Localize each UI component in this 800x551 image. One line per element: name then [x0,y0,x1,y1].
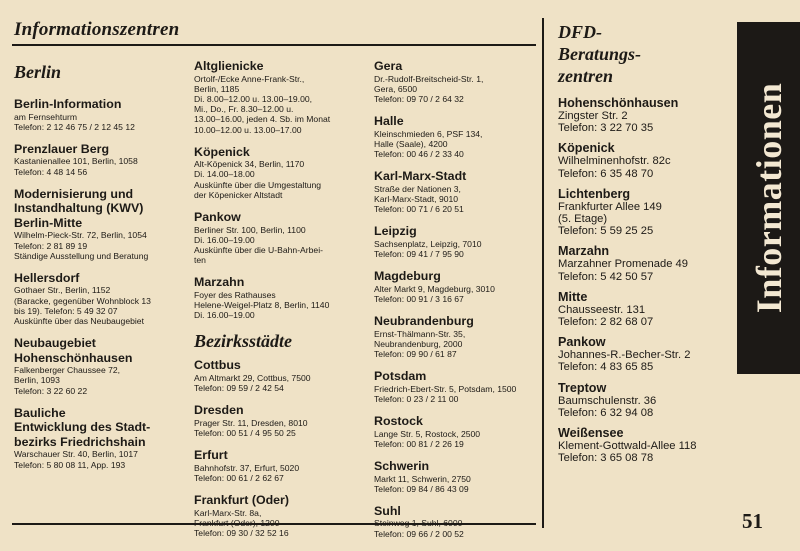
entry-detail: Telefon: 09 30 / 32 52 16 [194,528,289,539]
list-item [194,493,362,538]
entry-detail: Warschauer Str. 40, Berlin, 1017 [14,449,138,460]
list-item [558,381,734,419]
column-berlin [14,61,186,480]
bezirksstaedte-list-a [194,358,362,538]
entry-detail: Dr.-Rudolf-Breitscheid-Str. 1, [374,73,484,84]
list-item [558,426,734,464]
entry-detail: Lange Str. 5, Rostock, 2500 [374,428,481,439]
list-item [558,244,734,282]
entry-name: Suhl [374,503,401,518]
list-item [374,459,544,494]
list-item [194,275,362,320]
entry-detail: Prager Str. 11, Dresden, 8010 [194,417,308,428]
list-item [558,96,734,134]
side-tab [737,22,800,374]
entry-name: Frankfurt (Oder) [194,493,289,508]
entry-detail: Frankfurter Allee 149 [558,200,662,213]
entry-name: Hohenschönhausen [558,96,679,110]
berlin-list-continued [194,59,362,320]
entry-detail: Telefon: 00 51 / 4 95 50 25 [194,428,296,439]
entry-name: Schwerin [374,459,430,474]
entry-detail: Friedrich-Ebert-Str. 5, Potsdam, 1500 [374,383,517,394]
entry-detail: Am Altmarkt 29, Cottbus, 7500 [194,372,311,383]
entry-detail: Klement-Gottwald-Allee 118 [558,440,697,453]
entry-name: Treptow [558,380,607,395]
entry-name: Marzahn [558,244,610,259]
entry-detail: Telefon: 09 70 / 2 64 32 [374,93,464,104]
entry-detail: Zingster Str. 2 [558,110,628,122]
entry-name: Karl-Marx-Stadt [374,169,467,184]
entry-detail: Telefon: 5 42 50 57 [558,270,654,283]
column-divider [542,18,544,528]
entry-detail: Telefon: 2 12 46 75 / 2 12 45 12 [14,121,135,132]
entry-detail: Telefon: 5 80 08 11, App. 193 [14,459,126,470]
entry-detail: Alt-Köpenick 34, Berlin, 1170 [194,159,305,170]
entry-detail: Di. 8.00–12.00 u. 13.00–19.00, [194,93,313,104]
list-item [374,169,544,214]
dfd-list [558,96,734,464]
entry-detail: Karl-Marx-Str. 8a, [194,507,262,518]
entry-detail: Kleinschmieden 6, PSF 134, [374,128,483,139]
entry-detail: Telefon: 3 22 70 35 [558,122,654,135]
list-item [374,504,544,539]
entry-name: Dresden [194,403,244,418]
list-item [14,406,186,470]
entry-detail: Neubrandenburg, 2000 [374,338,463,349]
column-bezirksstaedte [374,59,544,549]
entry-detail: Telefon: 09 59 / 2 42 54 [194,383,284,394]
list-item [374,369,544,404]
entry-detail: Ernst-Thälmann-Str. 35, [374,328,466,339]
entry-detail: Wilhelm-Pieck-Str. 72, Berlin, 1054 [14,230,147,241]
entry-detail: Chausseestr. 131 [558,303,646,316]
entry-detail: Telefon: 09 66 / 2 00 52 [374,528,464,539]
list-item [558,335,734,373]
page-title: Informationszentren [14,19,180,40]
entry-detail: 13.00–16.00, jeden 4. Sb. im Monat [194,114,331,125]
entry-detail: Berlin, 1185 [194,83,240,94]
column-berlin-continued [194,59,362,548]
entry-detail: Karl-Marx-Stadt, 9010 [374,193,459,204]
list-item [558,290,734,328]
entry-detail: Kastanienallee 101, Berlin, 1058 [14,156,138,167]
entry-name: Hellersdorf [14,270,80,285]
entry-name: Cottbus [194,358,241,373]
entry-detail: Telefon: 00 61 / 2 62 67 [194,472,284,483]
entry-name: Halle [374,114,404,129]
entry-name: Prenzlauer Berg [14,141,110,156]
entry-detail: Di. 16.00–19.00 [194,310,255,321]
entry-detail: Telefon: 3 65 08 78 [558,452,654,465]
entry-name: Neubrandenburg [374,314,474,329]
entry-detail: Ortolf-/Ecke Anne-Frank-Str., [194,73,305,84]
entry-name: Mitte [558,289,588,304]
entry-name: Modernisierung und [14,186,134,201]
entry-detail: 10.00–12.00 u. 13.00–17.00 [194,124,302,135]
title-rule [12,44,536,46]
entry-detail: Alter Markt 9, Magdeburg, 3010 [374,283,495,294]
entry-detail: Foyer des Rathauses [194,289,276,300]
entry-detail: Markt 11, Schwerin, 2750 [374,473,471,484]
entry-detail: am Fernsehturm [14,111,78,122]
entry-name: Pankow [558,335,606,350]
entry-detail: Telefon: 00 71 / 6 20 51 [374,204,464,215]
list-item [194,403,362,438]
entry-detail: Telefon: 5 59 25 25 [558,225,654,238]
entry-name: Bauliche [14,405,66,420]
entry-detail: Di. 14.00–18.00 [194,169,255,180]
entry-detail: (5. Etage) [558,213,608,226]
list-item [14,142,186,177]
entry-detail: Telefon: 2 81 89 19 [14,240,88,251]
entry-name: Neubaugebiet [14,336,96,351]
bottom-rule [12,523,536,525]
list-item [194,448,362,483]
side-tab-label: Informationen [748,82,789,314]
list-item [374,224,544,259]
entry-detail: Telefon: 09 90 / 61 87 [374,349,457,360]
list-item [14,336,186,396]
entry-name: Lichtenberg [558,186,631,201]
entry-detail: Telefon: 0 23 / 2 11 00 [374,393,459,404]
entry-name: Köpenick [194,144,250,159]
list-item [14,97,186,132]
entry-name: Erfurt [194,448,228,463]
entry-detail: Auskünfte über die U-Bahn-Arbei- [194,244,323,255]
entry-detail: Telefon: 6 35 48 70 [558,167,654,180]
entry-name: Hohenschönhausen [14,350,133,365]
list-item [194,145,362,200]
entry-detail: Telefon: 09 41 / 7 95 90 [374,249,464,260]
list-item [558,141,734,179]
entry-detail: Telefon: 3 22 60 22 [14,385,88,396]
entry-name: Altglienicke [194,59,264,73]
entry-detail: Helene-Weigel-Platz 8, Berlin, 1140 [194,300,330,311]
list-item [374,314,544,359]
entry-name: Rostock [374,414,423,429]
entry-name: Instandhaltung (KWV) [14,201,144,216]
list-item [374,114,544,159]
column-dfd [558,96,734,471]
entry-detail: Ständige Ausstellung und Beratung [14,250,149,261]
entry-detail: Telefon: 4 83 65 85 [558,361,654,374]
entry-detail: Telefon: 00 81 / 2 26 19 [374,438,464,449]
entry-name: Berlin-Information [14,97,122,111]
entry-detail: (Baracke, gegenüber Wohnblock 13 [14,295,151,306]
list-item [194,210,362,265]
entry-detail: Sachsenplatz, Leipzig, 7010 [374,238,482,249]
entry-name: Magdeburg [374,269,441,284]
entry-detail: der Köpenicker Altstadt [194,189,283,200]
list-item [14,271,186,326]
entry-name: Entwicklung des Stadt- [14,420,151,435]
entry-detail: Telefon: 2 82 68 07 [558,316,654,329]
entry-detail: Marzahner Promenade 49 [558,258,688,271]
entry-detail: Straße der Nationen 3, [374,183,461,194]
dfd-title: DFD- Beratungs- zentren [558,22,642,86]
list-item [14,187,186,261]
entry-detail: Johannes-R.-Becher-Str. 2 [558,349,691,362]
list-item [374,269,544,304]
entry-name: Potsdam [374,369,427,384]
entry-detail: Telefon: 6 32 94 08 [558,406,654,419]
entry-detail: Gera, 6500 [374,83,417,94]
entry-name: Leipzig [374,224,417,239]
list-item [374,414,544,449]
entry-detail: Halle (Saale), 4200 [374,138,448,149]
entry-detail: Di. 16.00–19.00 [194,234,255,245]
berlin-list [14,97,186,470]
entry-name: Marzahn [194,275,245,290]
entry-detail: Auskünfte über das Neubaugebiet [14,316,144,327]
entry-detail: Baumschulenstr. 36 [558,394,657,407]
entry-detail: Telefon: 09 84 / 86 43 09 [374,483,469,494]
entry-detail: Gothaer Str., Berlin, 1152 [14,285,111,296]
entry-detail: Bahnhofstr. 37, Erfurt, 5020 [194,462,300,473]
entry-name: bezirks Friedrichshain [14,434,146,449]
page-number: 51 [742,509,763,533]
entry-detail: Berliner Str. 100, Berlin, 1100 [194,224,306,235]
bezirksstaedte-list-b [374,59,544,539]
list-item [194,358,362,393]
entry-name: Köpenick [558,141,615,156]
entry-detail: Auskünfte über die Umgestaltung [194,179,322,190]
entry-name: Pankow [194,210,241,225]
entry-detail: Telefon: 00 46 / 2 33 40 [374,149,464,160]
entry-name: Gera [374,59,403,73]
list-item [374,59,544,104]
entry-detail: bis 19). Telefon: 5 49 32 07 [14,305,118,316]
section-heading-bezirksstaedte: Bezirksstädte [194,331,293,352]
entry-name: Weißensee [558,426,624,441]
entry-detail: ten [194,255,206,266]
entry-detail: Telefon: 4 48 14 56 [14,166,88,177]
section-heading-berlin: Berlin [14,62,62,82]
entry-detail: Falkenberger Chaussee 72, [14,365,121,376]
entry-detail: Mi., Do., Fr. 8.30–12.00 u. [194,104,294,115]
entry-detail: Wilhelminenhofstr. 82c [558,155,671,168]
list-item [558,187,734,238]
entry-detail: Berlin, 1093 [14,375,60,386]
entry-detail: Telefon: 00 91 / 3 16 67 [374,293,464,304]
entry-name: Berlin-Mitte [14,215,83,230]
list-item [194,59,362,135]
